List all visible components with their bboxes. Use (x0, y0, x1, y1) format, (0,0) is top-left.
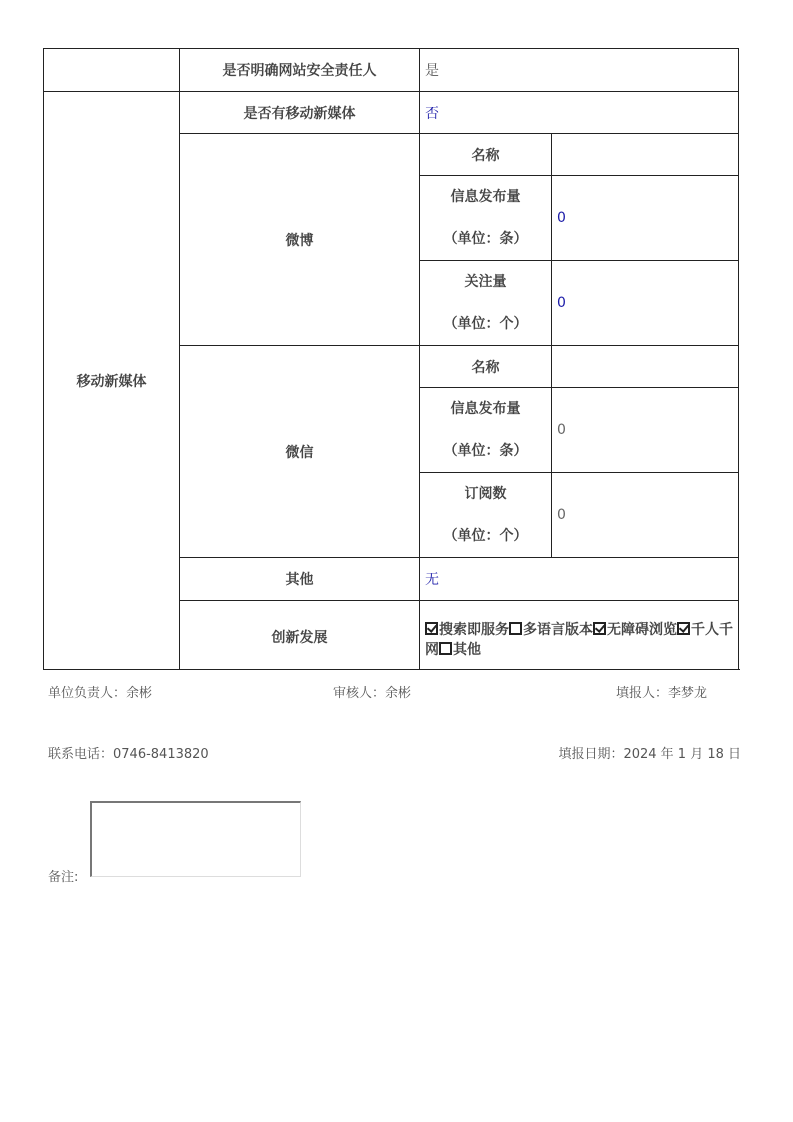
option-accessibility[interactable]: 无障碍浏览 (593, 622, 677, 638)
wechat-subs-value: 0 (552, 473, 739, 558)
wechat-posts-label-line1: 信息发布量 (450, 401, 521, 417)
reviewer: 审核人：余彬 (333, 686, 412, 701)
wechat-subs-label (420, 473, 552, 558)
wechat-posts-label-line2: （单位：条） (443, 443, 528, 459)
option-multilingual[interactable]: 多语言版本 (509, 622, 593, 638)
wechat-subs-label-line2: （单位：个） (443, 528, 528, 544)
unit-head: 单位负责人：余彬 (48, 686, 153, 701)
has-media-label: 是否有移动新媒体 (180, 92, 420, 134)
weibo-name-value (552, 134, 739, 176)
has-media-value: 否 (420, 92, 739, 134)
responsible-value: 是 (420, 49, 739, 92)
option-personalized[interactable]: 千人千网 (425, 622, 733, 658)
other-value: 无 (420, 558, 739, 601)
weibo-follow-label-line1: 关注量 (464, 274, 507, 290)
checkbox-other[interactable] (439, 642, 452, 655)
weibo-follow-value: 0 (552, 261, 739, 346)
wechat-name-label: 名称 (420, 346, 552, 388)
empty-cell (44, 49, 180, 92)
other-label: 其他 (180, 558, 420, 601)
weibo-posts-value: 0 (552, 176, 739, 261)
responsible-label: 是否明确网站安全责任人 (180, 49, 420, 92)
fill-date: 填报日期：2024 年 1 月 18 日 (558, 747, 741, 762)
notes-input[interactable] (90, 801, 301, 877)
checkbox-multilingual[interactable] (509, 622, 522, 635)
weibo-posts-label-line2: （单位：条） (443, 231, 528, 247)
checkbox-personalized[interactable] (677, 622, 690, 635)
wechat-posts-label (420, 388, 552, 473)
report-table (43, 48, 739, 670)
innovation-label: 创新发展 (180, 601, 420, 670)
weibo-name-label: 名称 (420, 134, 552, 176)
checkbox-search-service[interactable] (425, 622, 438, 635)
wechat-label: 微信 (180, 346, 420, 558)
innovation-options (420, 601, 739, 670)
checkbox-accessibility[interactable] (593, 622, 606, 635)
weibo-follow-label (420, 261, 552, 346)
weibo-posts-label (420, 176, 552, 261)
wechat-subs-label-line1: 订阅数 (464, 486, 507, 502)
notes-label: 备注: (48, 870, 79, 885)
weibo-follow-label-line2: （单位：个） (443, 316, 528, 332)
weibo-label: 微博 (180, 134, 420, 346)
media-section-label: 移动新媒体 (44, 92, 180, 670)
wechat-name-value (552, 346, 739, 388)
weibo-posts-label-line1: 信息发布量 (450, 189, 521, 205)
option-search-service[interactable]: 搜索即服务 (425, 622, 509, 638)
wechat-posts-value: 0 (552, 388, 739, 473)
contact-phone: 联系电话：0746-8413820 (48, 747, 209, 762)
option-other[interactable]: 其他 (439, 642, 481, 658)
filler: 填报人：李梦龙 (616, 686, 708, 701)
